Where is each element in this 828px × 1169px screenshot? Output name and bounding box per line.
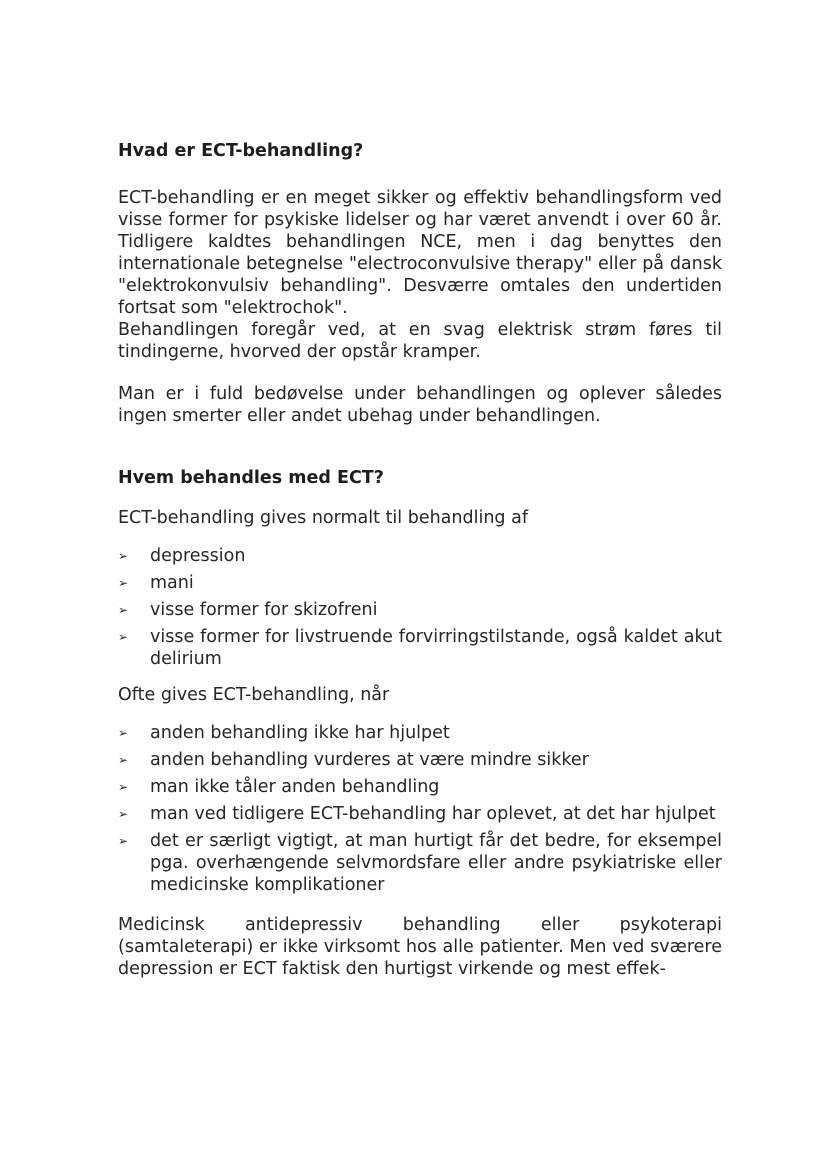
paragraph-intro: ECT-behandling er en meget sikker og effektiv behandlingsform ved visse former for psykiske lidelser og har været anvendt i over 60 år. Tidligere kaldtes behandlingen NCE, men i dag benyttes den internationale betegnelse "electroconvulsive therapy" eller på dansk "elektrokonvulsiv behandling". Desværre omtales den undertiden fortsat som "elektrochok". — [118, 188, 722, 318]
arrow-bullet-icon: ➢ — [118, 630, 129, 644]
arrow-bullet-icon: ➢ — [118, 603, 129, 617]
paragraph-procedure: Behandlingen foregår ved, at en svag elektrisk strøm føres til tindingerne, hvorved der opstår kramper. — [118, 320, 722, 362]
arrow-bullet-icon: ➢ — [118, 576, 129, 590]
list-item: ➢ mani — [118, 573, 194, 593]
list-item: ➢ visse former for livstruende forvirringstilstande, også kaldet akut delirium — [118, 627, 722, 669]
paragraph-anesthesia: Man er i fuld bedøvelse under behandlingen og oplever således ingen smerter eller andet ubehag under behandlingen. — [118, 384, 722, 426]
arrow-bullet-icon: ➢ — [118, 780, 129, 794]
arrow-bullet-icon: ➢ — [118, 726, 129, 740]
arrow-bullet-icon: ➢ — [118, 549, 129, 563]
list-item: ➢ depression — [118, 546, 246, 566]
heading-what-is-ect: Hvad er ECT-behandling? — [118, 141, 364, 161]
list-indications — [118, 722, 722, 896]
document-page — [118, 140, 722, 980]
list-conditions — [118, 545, 722, 670]
arrow-bullet-icon: ➢ — [118, 753, 129, 767]
list-item: ➢ man ved tidligere ECT-behandling har oplevet, at det har hjulpet — [118, 804, 716, 824]
list-item: ➢ anden behandling ikke har hjulpet — [118, 723, 450, 743]
list-item: ➢ det er særligt vigtigt, at man hurtigt får det bedre, for eksempel pga. overhængende selvmordsfare eller andre psykiatriske eller medicinske komplikationer — [118, 831, 722, 895]
arrow-bullet-icon: ➢ — [118, 834, 129, 848]
paragraph-often-given: Ofte gives ECT-behandling, når — [118, 685, 390, 705]
arrow-bullet-icon: ➢ — [118, 807, 129, 821]
heading-who-is-treated: Hvem behandles med ECT? — [118, 468, 384, 488]
list-item: ➢ visse former for skizofreni — [118, 600, 378, 620]
paragraph-closing: Medicinsk antidepressiv behandling eller psykoterapi (samtaleterapi) er ikke virksomt hos alle patienter. Men ved sværere depression er ECT faktisk den hurtigst virkende og mest effek- — [118, 915, 722, 979]
list-item: ➢ man ikke tåler anden behandling — [118, 777, 440, 797]
list-item: ➢ anden behandling vurderes at være mindre sikker — [118, 750, 589, 770]
paragraph-normally-given: ECT-behandling gives normalt til behandling af — [118, 508, 528, 528]
